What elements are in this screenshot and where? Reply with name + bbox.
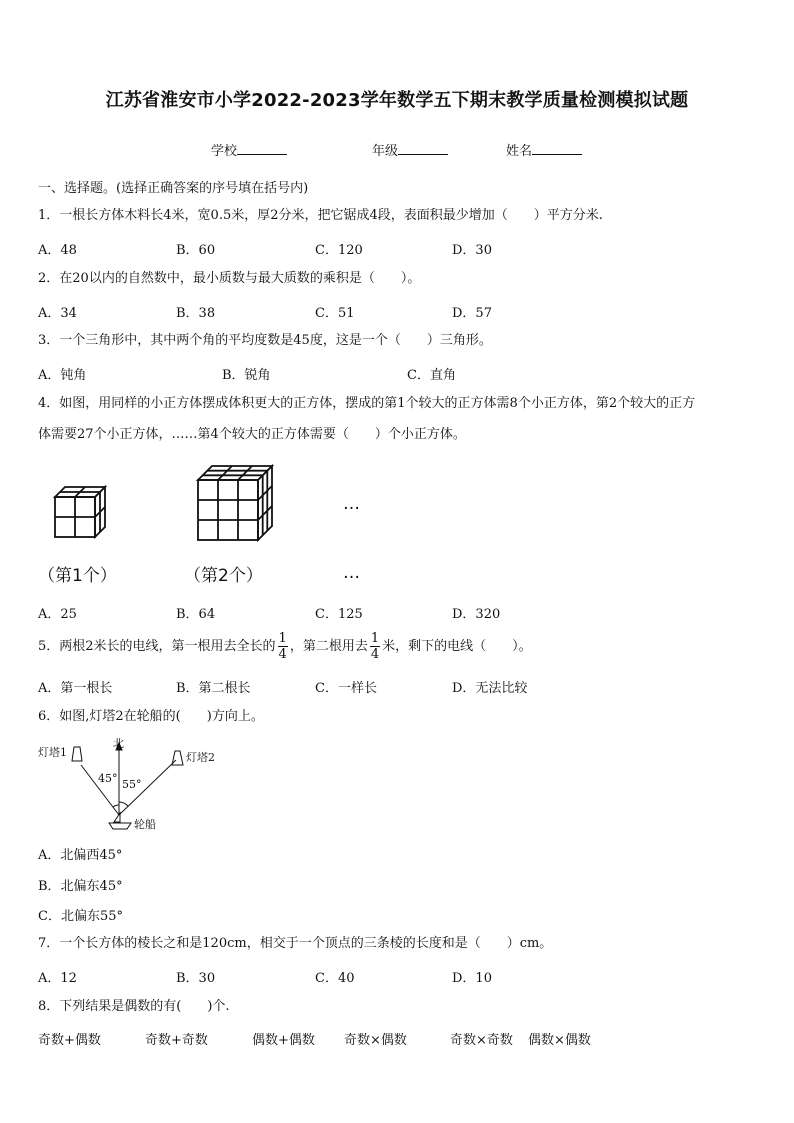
q1-option-a: A．48 xyxy=(38,243,77,258)
lighthouse-diagram xyxy=(36,735,236,835)
lighthouse1-label: 灯塔1 xyxy=(38,746,67,759)
q8-item-3: 偶数+偶数 xyxy=(252,1033,315,1048)
q3-option-c: C．直角 xyxy=(407,368,456,383)
name-field xyxy=(506,141,582,161)
q8-item-2: 奇数+奇数 xyxy=(145,1033,208,1048)
q6-text: 6．如图,灯塔2在轮船的( )方向上。 xyxy=(38,709,264,724)
q7-option-b: B．30 xyxy=(176,971,216,986)
grade-blank xyxy=(398,141,448,155)
q7-option-c: C．40 xyxy=(315,971,355,986)
q3-option-b: B．锐角 xyxy=(222,368,271,383)
q4-option-c: C．125 xyxy=(315,607,363,622)
q3-text: 3．一个三角形中，其中两个角的平均度数是45度，这是一个（ ）三角形。 xyxy=(38,333,492,348)
q4-text-line2: 体需要27个小正方体，……第4个较大的正方体需要（ ）个小正方体。 xyxy=(38,427,466,442)
school-label: 学校 xyxy=(211,144,238,159)
section-heading: 一、选择题。(选择正确答案的序号填在括号内) xyxy=(38,181,309,196)
figure-caption-second: （第2个） xyxy=(184,566,263,586)
name-label: 姓名 xyxy=(506,144,533,159)
q5-part1: 5．两根2米长的电线，第一根用去全长的 xyxy=(38,639,276,654)
q1-option-c: C．120 xyxy=(315,243,363,258)
page-title: 江苏省淮安市小学2022-2023学年数学五下期末教学质量检测模拟试题 xyxy=(105,90,689,111)
lighthouse2-label: 灯塔2 xyxy=(186,751,215,764)
q5-text xyxy=(38,630,532,664)
q5-option-d: D．无法比较 xyxy=(452,681,528,696)
figure-ellipsis-bottom: … xyxy=(343,563,360,583)
figure-ellipsis-top: … xyxy=(343,494,360,514)
q5-fraction-1-numerator: 1 xyxy=(278,631,287,646)
q8-text: 8．下列结果是偶数的有( )个. xyxy=(38,999,230,1014)
angle-45-label: 45° xyxy=(98,772,118,785)
name-blank xyxy=(532,141,582,155)
q5-option-a: A．第一根长 xyxy=(38,681,113,696)
q8-item-5: 奇数×奇数 xyxy=(450,1033,513,1048)
q8-item-1: 奇数+偶数 xyxy=(38,1033,101,1048)
q5-fraction-2-numerator: 1 xyxy=(370,631,380,646)
q7-option-d: D．10 xyxy=(452,971,492,986)
north-label: 北 xyxy=(113,737,124,750)
q6-option-b: B．北偏东45° xyxy=(38,879,123,894)
q8-item-6: 偶数×偶数 xyxy=(528,1033,591,1048)
q1-option-b: B．60 xyxy=(176,243,216,258)
figure-caption-first: （第1个） xyxy=(38,566,117,586)
q5-part2: ，第二根用去 xyxy=(289,639,368,654)
q8-item-4: 奇数×偶数 xyxy=(344,1033,407,1048)
q2-option-d: D．57 xyxy=(452,306,492,321)
cube-3x3-figure xyxy=(190,458,280,544)
q7-option-a: A．12 xyxy=(38,971,77,986)
grade-field xyxy=(372,141,448,161)
q2-option-a: A．34 xyxy=(38,306,77,321)
q5-option-b: B．第二根长 xyxy=(176,681,251,696)
ship-label: 轮船 xyxy=(134,818,156,831)
cube-2x2-figure xyxy=(45,480,115,544)
q4-option-d: D．320 xyxy=(452,607,501,622)
q5-option-c: C．一样长 xyxy=(315,681,377,696)
q4-option-a: A．25 xyxy=(38,607,77,622)
q5-fraction-2 xyxy=(370,631,380,662)
q7-text: 7．一个长方体的棱长之和是120cm，相交于一个顶点的三条棱的长度和是（ ）cm。 xyxy=(38,936,553,951)
q1-option-d: D．30 xyxy=(452,243,492,258)
q4-option-b: B．64 xyxy=(176,607,216,622)
q2-option-c: C．51 xyxy=(315,306,355,321)
angle-55-label: 55° xyxy=(122,778,142,791)
q5-fraction-1 xyxy=(278,631,288,662)
q2-option-b: B．38 xyxy=(176,306,216,321)
q3-option-a: A．钝角 xyxy=(38,368,87,383)
q1-text: 1．一根长方体木料长4米，宽0.5米，厚2分米，把它锯成4段，表面积最少增加（ ）平方分米. xyxy=(38,208,603,223)
q5-fraction-1-denominator: 4 xyxy=(278,647,287,662)
q5-part3: 米，剩下的电线（ ）。 xyxy=(382,639,532,654)
grade-label: 年级 xyxy=(372,144,399,159)
q2-text: 2．在20以内的自然数中，最小质数与最大质数的乘积是（ ）。 xyxy=(38,271,421,286)
q5-fraction-2-denominator: 4 xyxy=(370,647,380,662)
q4-text-line1: 4．如图，用同样的小正方体摆成体积更大的正方体，摆成的第1个较大的正方体需8个小正方体，第2个较大的正方 xyxy=(38,396,696,411)
q6-option-a: A．北偏西45° xyxy=(38,848,123,863)
school-blank xyxy=(237,141,287,155)
q6-option-c: C．北偏东55° xyxy=(38,909,123,924)
school-field xyxy=(211,141,287,161)
